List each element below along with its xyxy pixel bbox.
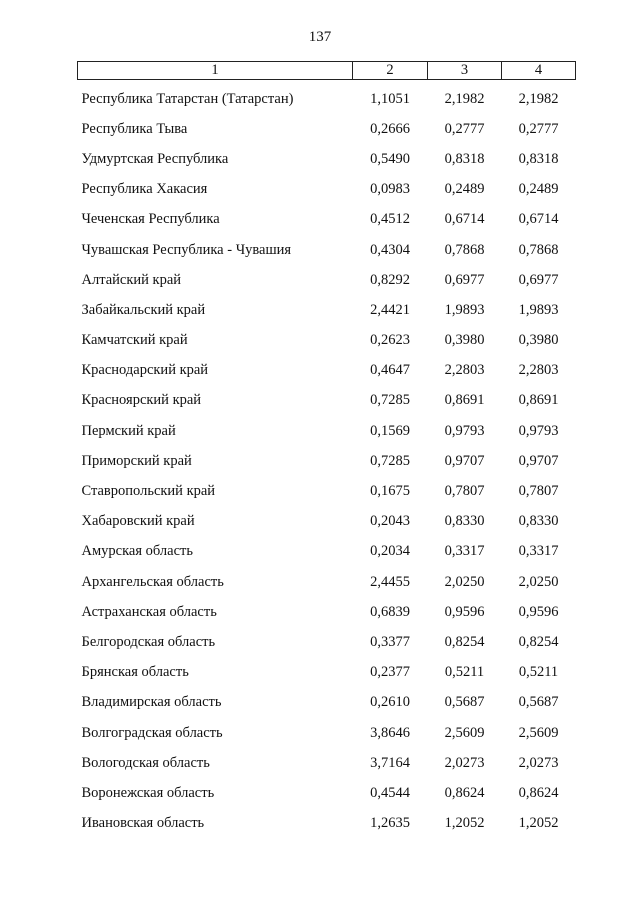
value-col-3-cell: 0,6714 [444, 211, 485, 228]
table-row [78, 356, 576, 386]
region-name-cell: Камчатский край [81, 332, 188, 349]
value-col-4-cell: 0,6977 [518, 271, 559, 288]
value-col-4-cell: 0,8254 [518, 633, 559, 650]
value-col-3-cell: 2,5609 [444, 724, 485, 741]
value-col-4-cell: 0,7807 [518, 483, 559, 500]
region-name-cell: Хабаровский край [81, 513, 195, 530]
value-col-3-cell: 0,3317 [444, 543, 485, 560]
region-name-cell: Республика Татарстан (Татарстан) [81, 90, 294, 107]
value-col-3-cell: 0,8691 [444, 392, 485, 409]
value-col-2-cell: 0,2623 [370, 332, 410, 349]
value-col-3-cell: 0,2489 [444, 181, 485, 198]
region-name-cell: Республика Хакасия [81, 181, 208, 198]
value-col-3-cell: 0,7807 [444, 483, 485, 500]
value-col-2-cell: 0,7285 [370, 452, 410, 469]
value-col-2-cell: 0,1569 [370, 422, 410, 439]
table-row [78, 718, 576, 748]
table-row [78, 627, 576, 657]
region-name-cell: Брянская область [81, 664, 189, 681]
region-name-cell: Амурская область [81, 543, 193, 560]
value-col-4-cell: 0,5211 [518, 664, 559, 681]
value-col-2-cell: 3,7164 [370, 754, 410, 771]
value-col-2-cell: 0,4544 [370, 784, 410, 801]
value-col-4-cell: 2,1982 [518, 90, 559, 107]
value-col-2-cell: 3,8646 [370, 724, 410, 741]
value-col-2-cell: 0,6839 [370, 603, 410, 620]
table-row [78, 476, 576, 506]
header-row [78, 62, 576, 80]
value-col-4-cell: 1,9893 [518, 301, 559, 318]
region-name-cell: Владимирская область [81, 694, 222, 711]
region-name-cell: Волгоградская область [81, 724, 223, 741]
region-name-cell: Удмуртская Республика [81, 150, 229, 167]
value-col-2-cell: 0,0983 [370, 181, 410, 198]
table-row [78, 144, 576, 174]
value-col-2-cell: 0,2034 [370, 543, 410, 560]
table-body [78, 80, 576, 839]
region-name-cell: Чувашская Республика - Чувашия [81, 241, 292, 258]
value-col-4-cell: 0,3980 [518, 332, 559, 349]
value-col-2-cell: 2,4421 [370, 301, 410, 318]
table-row [78, 688, 576, 718]
data-table [77, 61, 576, 839]
value-col-4-cell: 0,2489 [518, 181, 559, 198]
table-row [78, 295, 576, 325]
region-name-cell: Астраханская область [81, 603, 217, 620]
table-row [78, 175, 576, 205]
value-col-4-cell: 0,7868 [518, 241, 559, 258]
value-col-2-cell: 1,1051 [370, 90, 410, 107]
value-col-4-cell: 2,5609 [518, 724, 559, 741]
region-name-cell: Вологодская область [81, 754, 210, 771]
table-row [78, 326, 576, 356]
table-row [78, 446, 576, 476]
region-name-cell: Республика Тыва [81, 120, 188, 137]
value-col-4-cell: 0,6714 [518, 211, 559, 228]
value-col-3-cell: 1,9893 [444, 301, 485, 318]
table-row [78, 386, 576, 416]
value-col-3-cell: 2,1982 [444, 90, 485, 107]
value-col-4-cell: 0,8318 [518, 150, 559, 167]
value-col-3-cell: 0,8254 [444, 633, 485, 650]
region-name-cell: Архангельская область [81, 573, 224, 590]
table-row [78, 80, 576, 115]
value-col-4-cell: 0,8330 [518, 513, 559, 530]
table-row [78, 507, 576, 537]
value-col-3-cell: 0,3980 [444, 332, 485, 349]
region-name-cell: Ставропольский край [81, 483, 216, 500]
region-name-cell: Белгородская область [81, 633, 216, 650]
header-col-2: 2 [353, 62, 428, 80]
table-header [78, 62, 576, 80]
value-col-2-cell: 0,8292 [370, 271, 410, 288]
region-name-cell: Воронежская область [81, 784, 215, 801]
value-col-2-cell: 0,7285 [370, 392, 410, 409]
table-row [78, 205, 576, 235]
value-col-3-cell: 0,7868 [444, 241, 485, 258]
value-col-4-cell: 0,8624 [518, 784, 559, 801]
value-col-3-cell: 0,6977 [444, 271, 485, 288]
value-col-2-cell: 1,2635 [370, 815, 410, 832]
region-name-cell: Алтайский край [81, 271, 182, 288]
region-name-cell: Забайкальский край [81, 301, 206, 318]
page-number: 137 [308, 29, 332, 45]
table-row [78, 658, 576, 688]
value-col-3-cell: 0,5211 [444, 664, 485, 681]
value-col-4-cell: 0,3317 [518, 543, 559, 560]
value-col-2-cell: 0,2666 [370, 120, 410, 137]
value-col-4-cell: 2,2803 [518, 362, 559, 379]
header-col-1: 1 [78, 62, 353, 80]
region-name-cell: Краснодарский край [81, 362, 209, 379]
table-row [78, 809, 576, 839]
table-row [78, 265, 576, 295]
region-name-cell: Приморский край [81, 452, 192, 469]
value-col-3-cell: 0,8330 [444, 513, 485, 530]
value-col-2-cell: 0,1675 [370, 483, 410, 500]
region-name-cell: Чеченская Республика [81, 211, 220, 228]
table-row [78, 567, 576, 597]
value-col-4-cell: 0,9596 [518, 603, 559, 620]
table-row [78, 597, 576, 627]
value-col-2-cell: 0,4512 [370, 211, 410, 228]
value-col-3-cell: 0,9596 [444, 603, 485, 620]
region-name-cell: Ивановская область [81, 815, 205, 832]
table-row [78, 778, 576, 808]
table-row [78, 235, 576, 265]
value-col-3-cell: 2,2803 [444, 362, 485, 379]
value-col-3-cell: 0,9707 [444, 452, 485, 469]
table-row [78, 416, 576, 446]
value-col-4-cell: 2,0250 [518, 573, 559, 590]
value-col-4-cell: 2,0273 [518, 754, 559, 771]
value-col-4-cell: 0,5687 [518, 694, 559, 711]
value-col-4-cell: 1,2052 [518, 815, 559, 832]
region-name-cell: Красноярский край [81, 392, 202, 409]
value-col-4-cell: 0,9707 [518, 452, 559, 469]
value-col-2-cell: 0,4304 [370, 241, 410, 258]
header-col-4: 4 [502, 62, 576, 80]
value-col-3-cell: 2,0250 [444, 573, 485, 590]
value-col-2-cell: 0,2377 [370, 664, 410, 681]
value-col-2-cell: 0,2610 [370, 694, 410, 711]
header-col-3: 3 [428, 62, 502, 80]
value-col-2-cell: 0,2043 [370, 513, 410, 530]
table-row [78, 748, 576, 778]
region-name-cell: Пермский край [81, 422, 176, 439]
table-row [78, 537, 576, 567]
value-col-3-cell: 1,2052 [444, 815, 485, 832]
value-col-3-cell: 0,8624 [444, 784, 485, 801]
value-col-3-cell: 2,0273 [444, 754, 485, 771]
value-col-3-cell: 0,8318 [444, 150, 485, 167]
value-col-2-cell: 2,4455 [370, 573, 410, 590]
value-col-2-cell: 0,3377 [370, 633, 410, 650]
value-col-4-cell: 0,2777 [518, 120, 559, 137]
value-col-3-cell: 0,2777 [444, 120, 485, 137]
value-col-2-cell: 0,5490 [370, 150, 410, 167]
table-row [78, 114, 576, 144]
value-col-4-cell: 0,9793 [518, 422, 559, 439]
value-col-3-cell: 0,5687 [444, 694, 485, 711]
value-col-4-cell: 0,8691 [518, 392, 559, 409]
value-col-3-cell: 0,9793 [444, 422, 485, 439]
value-col-2-cell: 0,4647 [370, 362, 410, 379]
